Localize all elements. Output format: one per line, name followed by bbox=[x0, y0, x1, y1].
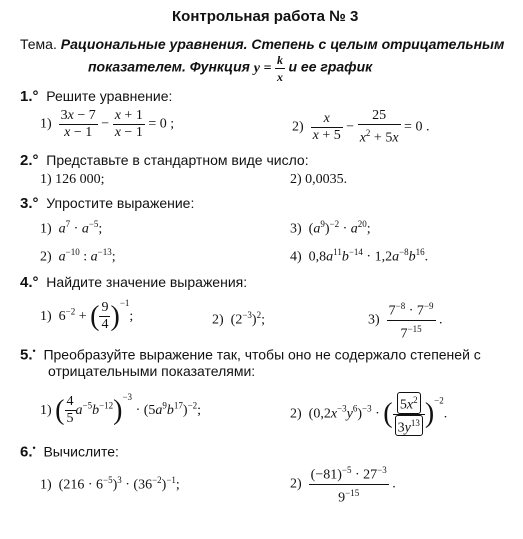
theme-label: Тема. bbox=[20, 36, 57, 52]
task-2-heading: 2.° Представьте в стандартном виде число: bbox=[20, 152, 309, 169]
task-2-item-2: 2) 0,0035. bbox=[290, 172, 348, 187]
task-3-item-2: 2) $a^{-10}$ : $a^{-13}$; bbox=[40, 247, 116, 265]
task-5-heading-cont: отрицательными показателями: bbox=[48, 363, 256, 379]
task-5-heading: 5.• Преобразуйте выражение так, чтобы оно не содержало степеней с bbox=[20, 346, 481, 364]
function-formula: y = $\frac{k}{x}$ bbox=[253, 53, 283, 84]
task-4-item-2: 2) $(2^{-3})^2$; bbox=[212, 310, 265, 328]
task-3-heading: 3.° Упростите выражение: bbox=[20, 195, 195, 212]
task-6-heading: 6.• Вычислите: bbox=[20, 443, 119, 461]
task-4-item-3: 3) $\frac{7^{-8} \cdot 7^{-9}}{7^{-15}}$ . bbox=[368, 298, 443, 342]
task-1-item-1: 1) $\frac{3x - 7}{x - 1}$ − $\frac{x + 1}{x - 1}$ = 0 ; bbox=[40, 108, 175, 140]
page-title: Контрольная работа № 3 bbox=[172, 8, 359, 25]
task-3-item-1: 1) $a^7 \cdot a^{-5}$; bbox=[40, 219, 103, 237]
theme-line-1 bbox=[20, 36, 504, 52]
task-6-item-2: 2) $\frac{(-81)^{-5} \cdot 27^{-3}}{9^{-15}}$ . bbox=[290, 462, 396, 506]
task-3-item-3: 3) $(a^9)^{-2} \cdot a^{20}$; bbox=[290, 219, 371, 237]
theme-topic-continued: показателем. Функция bbox=[88, 58, 250, 75]
task-5-item-2: 2) $(0,2x^{-3}y^6)^{-3}$ · ( $\frac{5x^2}{3y^{13}}$ )$^{-2}$. bbox=[290, 392, 447, 436]
task-4-item-1: 1) $6^{-2}$ + ( $\frac{9}{4}$ )$^{-1}$; bbox=[40, 298, 134, 333]
task-4-heading: 4.° Найдите значение выражения: bbox=[20, 274, 248, 291]
theme-line-2 bbox=[88, 52, 372, 85]
task-1-heading: 1.° Решите уравнение: bbox=[20, 88, 173, 105]
theme-topic: Рациональные уравнения. Степень с целым отрицательным bbox=[60, 36, 505, 52]
task-3-item-4: 4) $0,8a^{11}b^{-14} \cdot 1,2a^{-8}b^{16}$. bbox=[290, 247, 429, 265]
task-6-item-1: 1) $(216 \cdot 6^{-5})^3 \cdot (36^{-2})^{-1}$; bbox=[40, 475, 180, 493]
task-5-item-1: 1) ( $\frac{4}{5}$ $a^{-5}b^{-12})^{-3} \cdot (5a^9b^{17})^{-2}$; bbox=[40, 392, 202, 427]
task-1-item-2: 2) $\frac{x}{x + 5}$ − $\frac{25}{x^2 + 5x}$ = 0 . bbox=[292, 108, 430, 146]
theme-topic-end: и ее график bbox=[288, 58, 373, 75]
task-2-item-1: 1) 126 000; bbox=[40, 172, 105, 187]
